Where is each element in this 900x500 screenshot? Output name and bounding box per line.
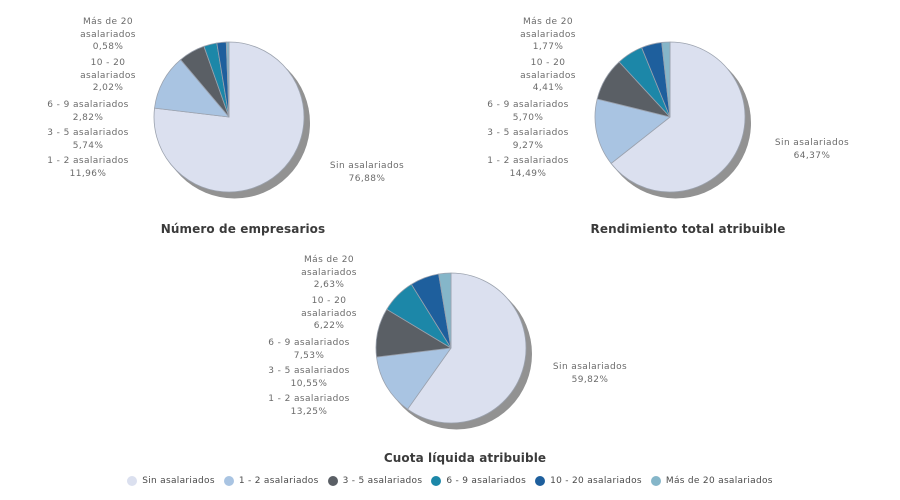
legend-label: Más de 20 asalariados (665, 476, 773, 486)
legend-item-6-9-asalariados (431, 476, 526, 486)
chart-title: Rendimiento total atribuible (590, 222, 786, 236)
pie-label-mas-de-20: Más de 20 asalariados 1,77% (520, 17, 576, 52)
legend-item-1-2-asalariados (224, 476, 319, 486)
legend-dot-icon (328, 476, 338, 486)
legend-dot-icon (651, 476, 661, 486)
legend-dot-icon (535, 476, 545, 486)
pie-label-6-9: 6 - 9 asalariados 7,53% (268, 338, 350, 361)
pie-label-sin: Sin asalariados 59,82% (552, 362, 628, 385)
legend (0, 476, 900, 486)
chart-title: Número de empresarios (160, 222, 326, 236)
pie-label-mas-de-20: Más de 20 asalariados 0,58% (80, 17, 136, 52)
pie-label-1-2: 1 - 2 asalariados 13,25% (268, 394, 350, 417)
pie-label-6-9: 6 - 9 asalariados 2,82% (47, 100, 129, 123)
pie-label-3-5: 3 - 5 asalariados 5,74% (47, 128, 129, 151)
pie-label-sin: Sin asalariados 76,88% (329, 161, 405, 184)
legend-item-3-5-asalariados (328, 476, 423, 486)
legend-label: 1 - 2 asalariados (238, 476, 319, 486)
pie-label-10-20: 10 - 20 asalariados 2,02% (80, 58, 136, 93)
pie-chart (145, 33, 313, 201)
legend-dot-icon (431, 476, 441, 486)
legend-item-10-20-asalariados (535, 476, 642, 486)
legend-label: Sin asalariados (142, 476, 215, 486)
pie-label-10-20: 10 - 20 asalariados 6,22% (301, 296, 357, 331)
legend-dot-icon (224, 476, 234, 486)
pie-label-6-9: 6 - 9 asalariados 5,70% (487, 100, 569, 123)
pie-label-1-2: 1 - 2 asalariados 11,96% (47, 156, 129, 179)
legend-label: 10 - 20 asalariados (550, 476, 642, 486)
pie-label-3-5: 3 - 5 asalariados 10,55% (268, 366, 350, 389)
pie-chart (586, 33, 754, 201)
pie-label-mas-de-20: Más de 20 asalariados 2,63% (301, 255, 357, 290)
legend-item-mas-de-20-asalariados (651, 476, 773, 486)
pie-label-3-5: 3 - 5 asalariados 9,27% (487, 128, 569, 151)
legend-label: 3 - 5 asalariados (342, 476, 423, 486)
legend-label: 6 - 9 asalariados (446, 476, 527, 486)
pie-chart (367, 264, 535, 432)
pie-label-10-20: 10 - 20 asalariados 4,41% (520, 58, 576, 93)
legend-dot-icon (127, 476, 137, 486)
pie-label-sin: Sin asalariados 64,37% (774, 138, 850, 161)
chart-title: Cuota líquida atribuible (383, 451, 547, 465)
legend-item-sin-asalariados (127, 476, 215, 486)
pie-label-1-2: 1 - 2 asalariados 14,49% (487, 156, 569, 179)
